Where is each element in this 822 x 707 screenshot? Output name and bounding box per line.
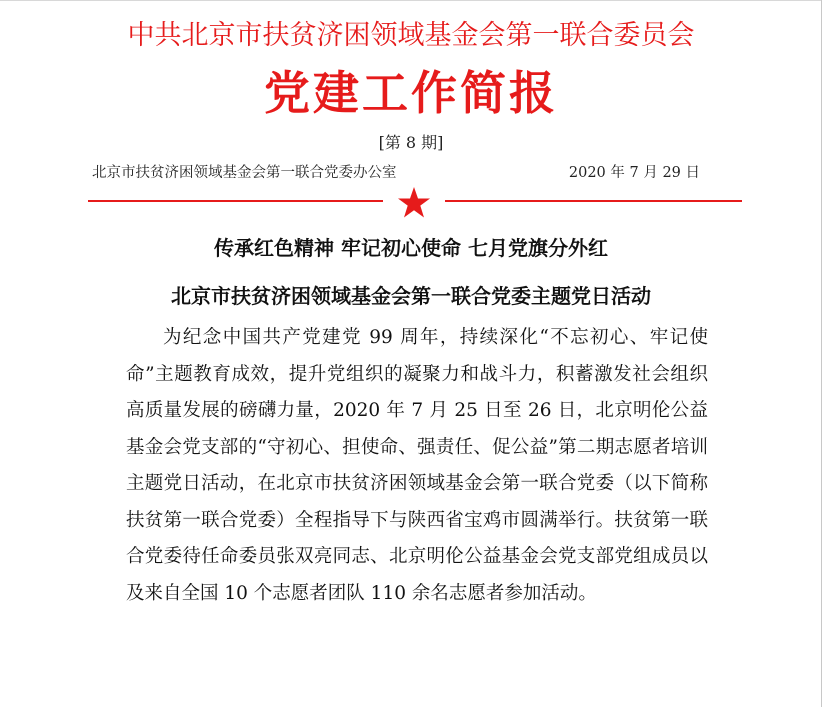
article-paragraph: 为纪念中国共产党建党 99 周年，持续深化“不忘初心、牢记使命”主题教育成效，提升党组织的凝聚力和战斗力，积蓄激发社会组织高质量发展的磅礴力量，2020 年 7 月 25 日至 26 日，北京明伦公益基金会党支部的“守初心、担使命、强责任、促公益”第二期志愿者培训主题党日活动，在北京市扶贫济困领域基金会第一联合党委（以下简称扶贫第一联合党委）全程指导下与陕西省宝鸡市圆满举行。扶贫第一联合党委待任命委员张双亮同志、北京明伦公益基金会党支部党组成员以及来自全国 10 个志愿者团队 110 余名志愿者参加活动。 (126, 327, 708, 604)
article-subheadline: 北京市扶贫济困领域基金会第一联合党委主题党日活动 (171, 284, 651, 308)
organization-title: 中共北京市扶贫济困领域基金会第一联合委员会 (127, 20, 695, 51)
issuing-office: 北京市扶贫济困领域基金会第一联合党委办公室 (92, 165, 397, 181)
red-star-icon (397, 186, 431, 219)
issue-date: 2020 年 7 月 29 日 (568, 165, 700, 181)
issue-number: [第 8 期] (378, 133, 444, 152)
article-headline: 传承红色精神 牢记初心使命 七月党旗分外红 (214, 236, 608, 260)
red-divider-right (445, 200, 742, 202)
page-top-border (0, 0, 822, 1)
red-divider-left (88, 200, 383, 202)
bulletin-title: 党建工作简报 (264, 66, 558, 120)
